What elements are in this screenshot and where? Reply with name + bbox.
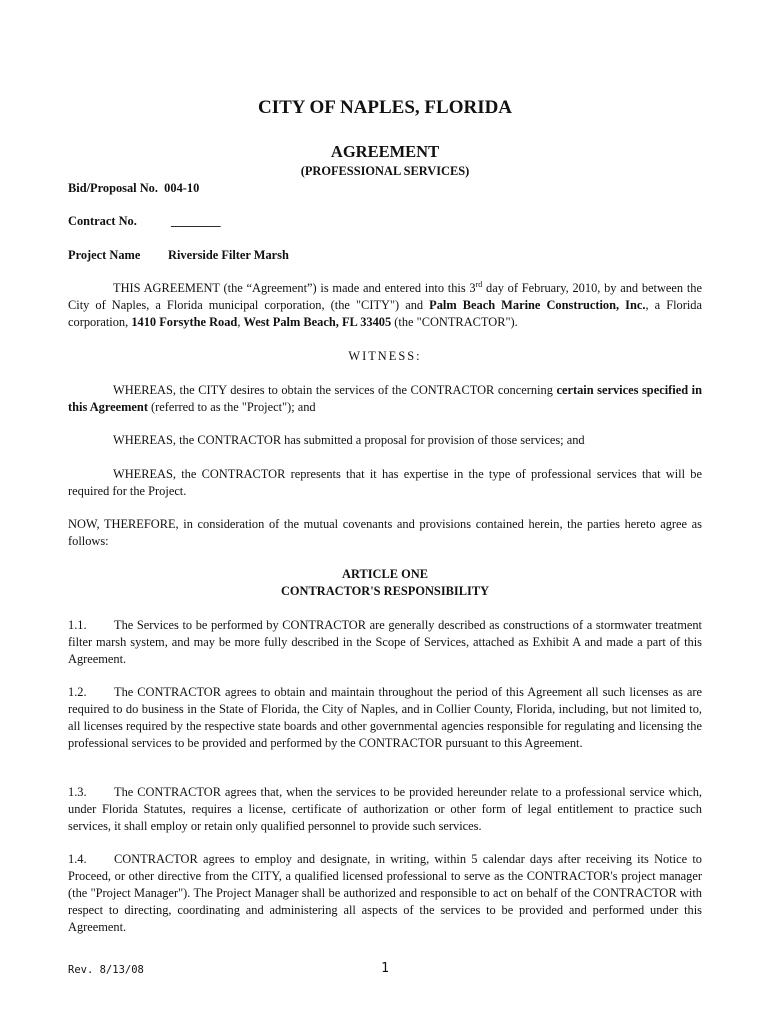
section-text: The CONTRACTOR agrees that, when the services to be provided hereunder relate to a professional service which, under Florida Statutes, requires a license, certificate of authorization or other form of legal entitlement to practice such services, it shall employ or retain only qualified personnel to provide such services.: [68, 785, 702, 833]
bid-label: Bid/Proposal No.: [68, 181, 158, 195]
document-page: [68, 0, 702, 1024]
agreement-type: (PROFESSIONAL SERVICES): [300, 164, 470, 178]
article-subheading: CONTRACTOR'S RESPONSIBILITY: [280, 584, 490, 598]
intro-text-3: , a Florida corporation,: [68, 298, 702, 329]
section-number: 1.4.: [68, 852, 87, 866]
whereas-1-bold: certain services specified in this Agreement: [68, 383, 702, 414]
section-number: 1.1.: [68, 618, 87, 632]
witness-heading: WITNESS:: [348, 349, 422, 363]
intro-text-4: ,: [237, 315, 244, 329]
project-label: Project Name: [68, 248, 141, 262]
whereas-1-tail: (referred to as the "Project"); and: [147, 400, 316, 414]
article-heading: ARTICLE ONE: [342, 567, 428, 581]
contract-line: [68, 213, 221, 230]
intro-text-1: THIS AGREEMENT (the “Agreement”) is made and entered into this 3: [113, 281, 476, 295]
bid-proposal-line: [68, 180, 199, 197]
contractor-address: 1410 Forsythe Road: [131, 315, 238, 329]
contractor-city: West Palm Beach, FL 33405: [243, 315, 392, 329]
contractor-name: Palm Beach Marine Construction, Inc.: [429, 298, 646, 312]
whereas-2: WHEREAS, the CONTRACTOR has submitted a proposal for provision of those services; and: [113, 433, 585, 447]
revision-note: Rev. 8/13/08: [68, 964, 144, 976]
section-1-4: [68, 851, 702, 936]
contract-label: Contract No.: [68, 214, 137, 228]
whereas-3: WHEREAS, the CONTRACTOR represents that it has expertise in the type of professional services that will be required for the Project.: [68, 467, 702, 498]
section-1-3: [68, 784, 702, 835]
now-therefore: NOW, THEREFORE, in consideration of the mutual covenants and provisions contained herein, the parties hereto agree as follows:: [68, 517, 702, 548]
intro-ordinal: rd: [475, 279, 483, 289]
whereas-1-text: WHEREAS, the CITY desires to obtain the services of the CONTRACTOR concerning: [113, 383, 557, 397]
bid-value: 004-10: [164, 181, 200, 195]
section-1-1: [68, 617, 702, 668]
section-text: The CONTRACTOR agrees to obtain and maintain throughout the period of this Agreement all such licenses as are required to do business in the State of Florida, the City of Naples, and in Collier County, Florida, including, but not limited to, all licenses required by the respective state boards and other governmental agencies responsible for regulating and licensing the professional services to be provided and performed by the CONTRACTOR pursuant to this Agreement.: [68, 685, 702, 750]
intro-paragraph: [68, 280, 702, 331]
section-1-2: [68, 684, 702, 752]
section-number: 1.3.: [68, 785, 87, 799]
contract-value: ________: [171, 214, 221, 228]
project-line: [68, 247, 289, 264]
page-number: 1: [381, 961, 389, 976]
section-text: CONTRACTOR agrees to employ and designate, in writing, within 5 calendar days after receiving its Notice to Proceed, or other directive from the CITY, a qualified licensed professional to serve as the CONTRACTOR's project manager (the "Project Manager"). The Project Manager shall be authorized and responsible to act on behalf of the CONTRACTOR with respect to directing, coordinating and administering all aspects of the services to be provided and performed under this Agreement.: [68, 852, 702, 934]
intro-text-5: (the "CONTRACTOR").: [391, 315, 518, 329]
project-value: Riverside Filter Marsh: [168, 248, 289, 262]
section-text: The Services to be performed by CONTRACTOR are generally described as constructions of a stormwater treatment filter marsh system, and may be more fully described in the Scope of Services, attached as Exhibit A and made a part of this Agreement.: [68, 618, 702, 666]
section-number: 1.2.: [68, 685, 87, 699]
agreement-heading: AGREEMENT: [330, 142, 440, 161]
document-title: CITY OF NAPLES, FLORIDA: [257, 97, 513, 118]
whereas-1: [68, 382, 702, 416]
intro-text-2: day of February, 2010, by and between the City of Naples, a Florida municipal corporation, (the "CITY") and: [68, 281, 703, 312]
